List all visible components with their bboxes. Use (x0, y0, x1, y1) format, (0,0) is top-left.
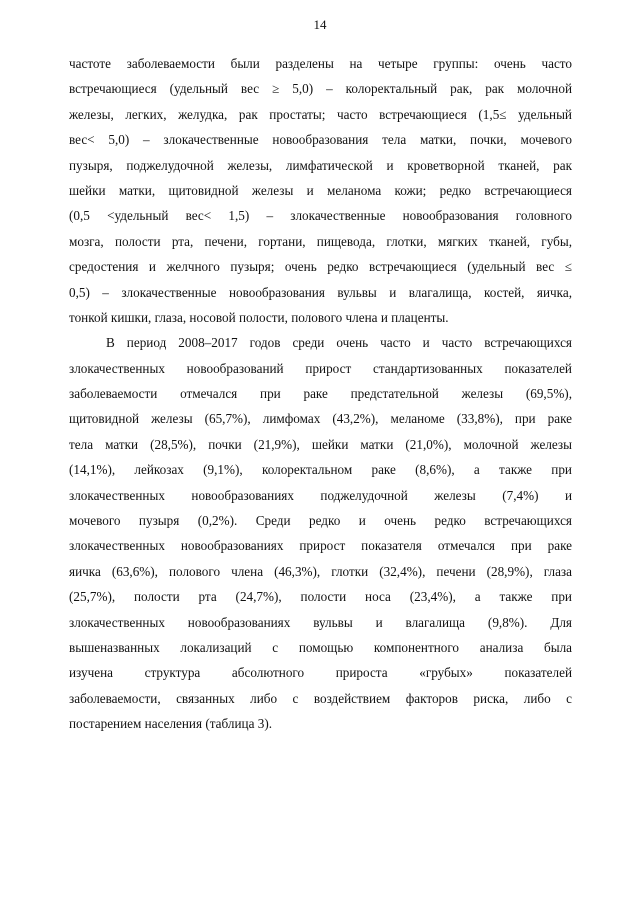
paragraph-1 (69, 51, 572, 330)
text-line: вес< 5,0) – злокачественные новообразования тела матки, почки, мочевого (69, 132, 572, 148)
text-line: тонкой кишки, глаза, носовой полости, полового члена и плаценты. (69, 309, 449, 325)
text-line: средостения и желчного пузыря; очень редко встречающиеся (удельный вес ≤ (69, 259, 572, 275)
text-line: встречающиеся (удельный вес ≥ 5,0) – колоректальный рак, рак молочной (69, 81, 572, 97)
text-line: пузыря, поджелудочной железы, лимфатической и кроветворной тканей, рак (69, 157, 572, 173)
text-line: В период 2008–2017 годов среди очень часто и часто встречающихся (106, 335, 572, 351)
text-line: злокачественных новообразованиях поджелудочной железы (7,4%) и (69, 487, 572, 503)
text-line: вышеназванных локализаций с помощью компонентного анализа была (69, 639, 572, 655)
text-line: заболеваемости отмечался при раке предстательной железы (69,5%), (69, 386, 572, 402)
text-line: мочевого пузыря (0,2%). Среди редко и очень редко встречающихся (69, 513, 572, 529)
text-line: яичка (63,6%), полового члена (46,3%), глотки (32,4%), печени (28,9%), глаза (69, 563, 572, 579)
text-line: частоте заболеваемости были разделены на четыре группы: очень часто (69, 56, 572, 71)
text-line: злокачественных новообразованиях прирост показателя отмечался при раке (69, 538, 572, 554)
text-line: 0,5) – злокачественные новообразования вульвы и влагалища, костей, яичка, (69, 284, 572, 300)
body-text (69, 51, 572, 737)
text-line: мозга, полости рта, печени, гортани, пищевода, глотки, мягких тканей, губы, (69, 233, 572, 249)
text-line: постарением населения (таблица 3). (69, 716, 273, 732)
text-line: (0,5 <удельный вес< 1,5) – злокачественные новообразования головного (69, 208, 572, 224)
text-line: шейки матки, щитовидной железы и меланома кожи; редко встречающиеся (69, 182, 572, 198)
paragraph-2 (69, 330, 572, 736)
text-line: (14,1%), лейкозах (9,1%), колоректальном раке (8,6%), а также при (69, 462, 572, 478)
text-line: тела матки (28,5%), почки (21,9%), шейки матки (21,0%), молочной железы (69, 436, 572, 452)
text-line: злокачественных новообразований прирост стандартизованных показателей (69, 360, 572, 376)
text-line: щитовидной железы (65,7%), лимфомах (43,2%), меланоме (33,8%), при раке (69, 411, 572, 427)
text-line: железы, легких, желудка, рак простаты; часто встречающиеся (1,5≤ удельный (69, 106, 572, 122)
page-number: 14 (313, 17, 327, 32)
text-line: злокачественных новообразованиях вульвы и влагалища (9,8%). Для (69, 614, 572, 630)
text-line: (25,7%), полости рта (24,7%), полости носа (23,4%), а также при (69, 589, 572, 605)
text-line: заболеваемости, связанных либо с воздействием факторов риска, либо с (69, 690, 572, 706)
text-line: изучена структура абсолютного прироста «грубых» показателей (69, 665, 572, 681)
